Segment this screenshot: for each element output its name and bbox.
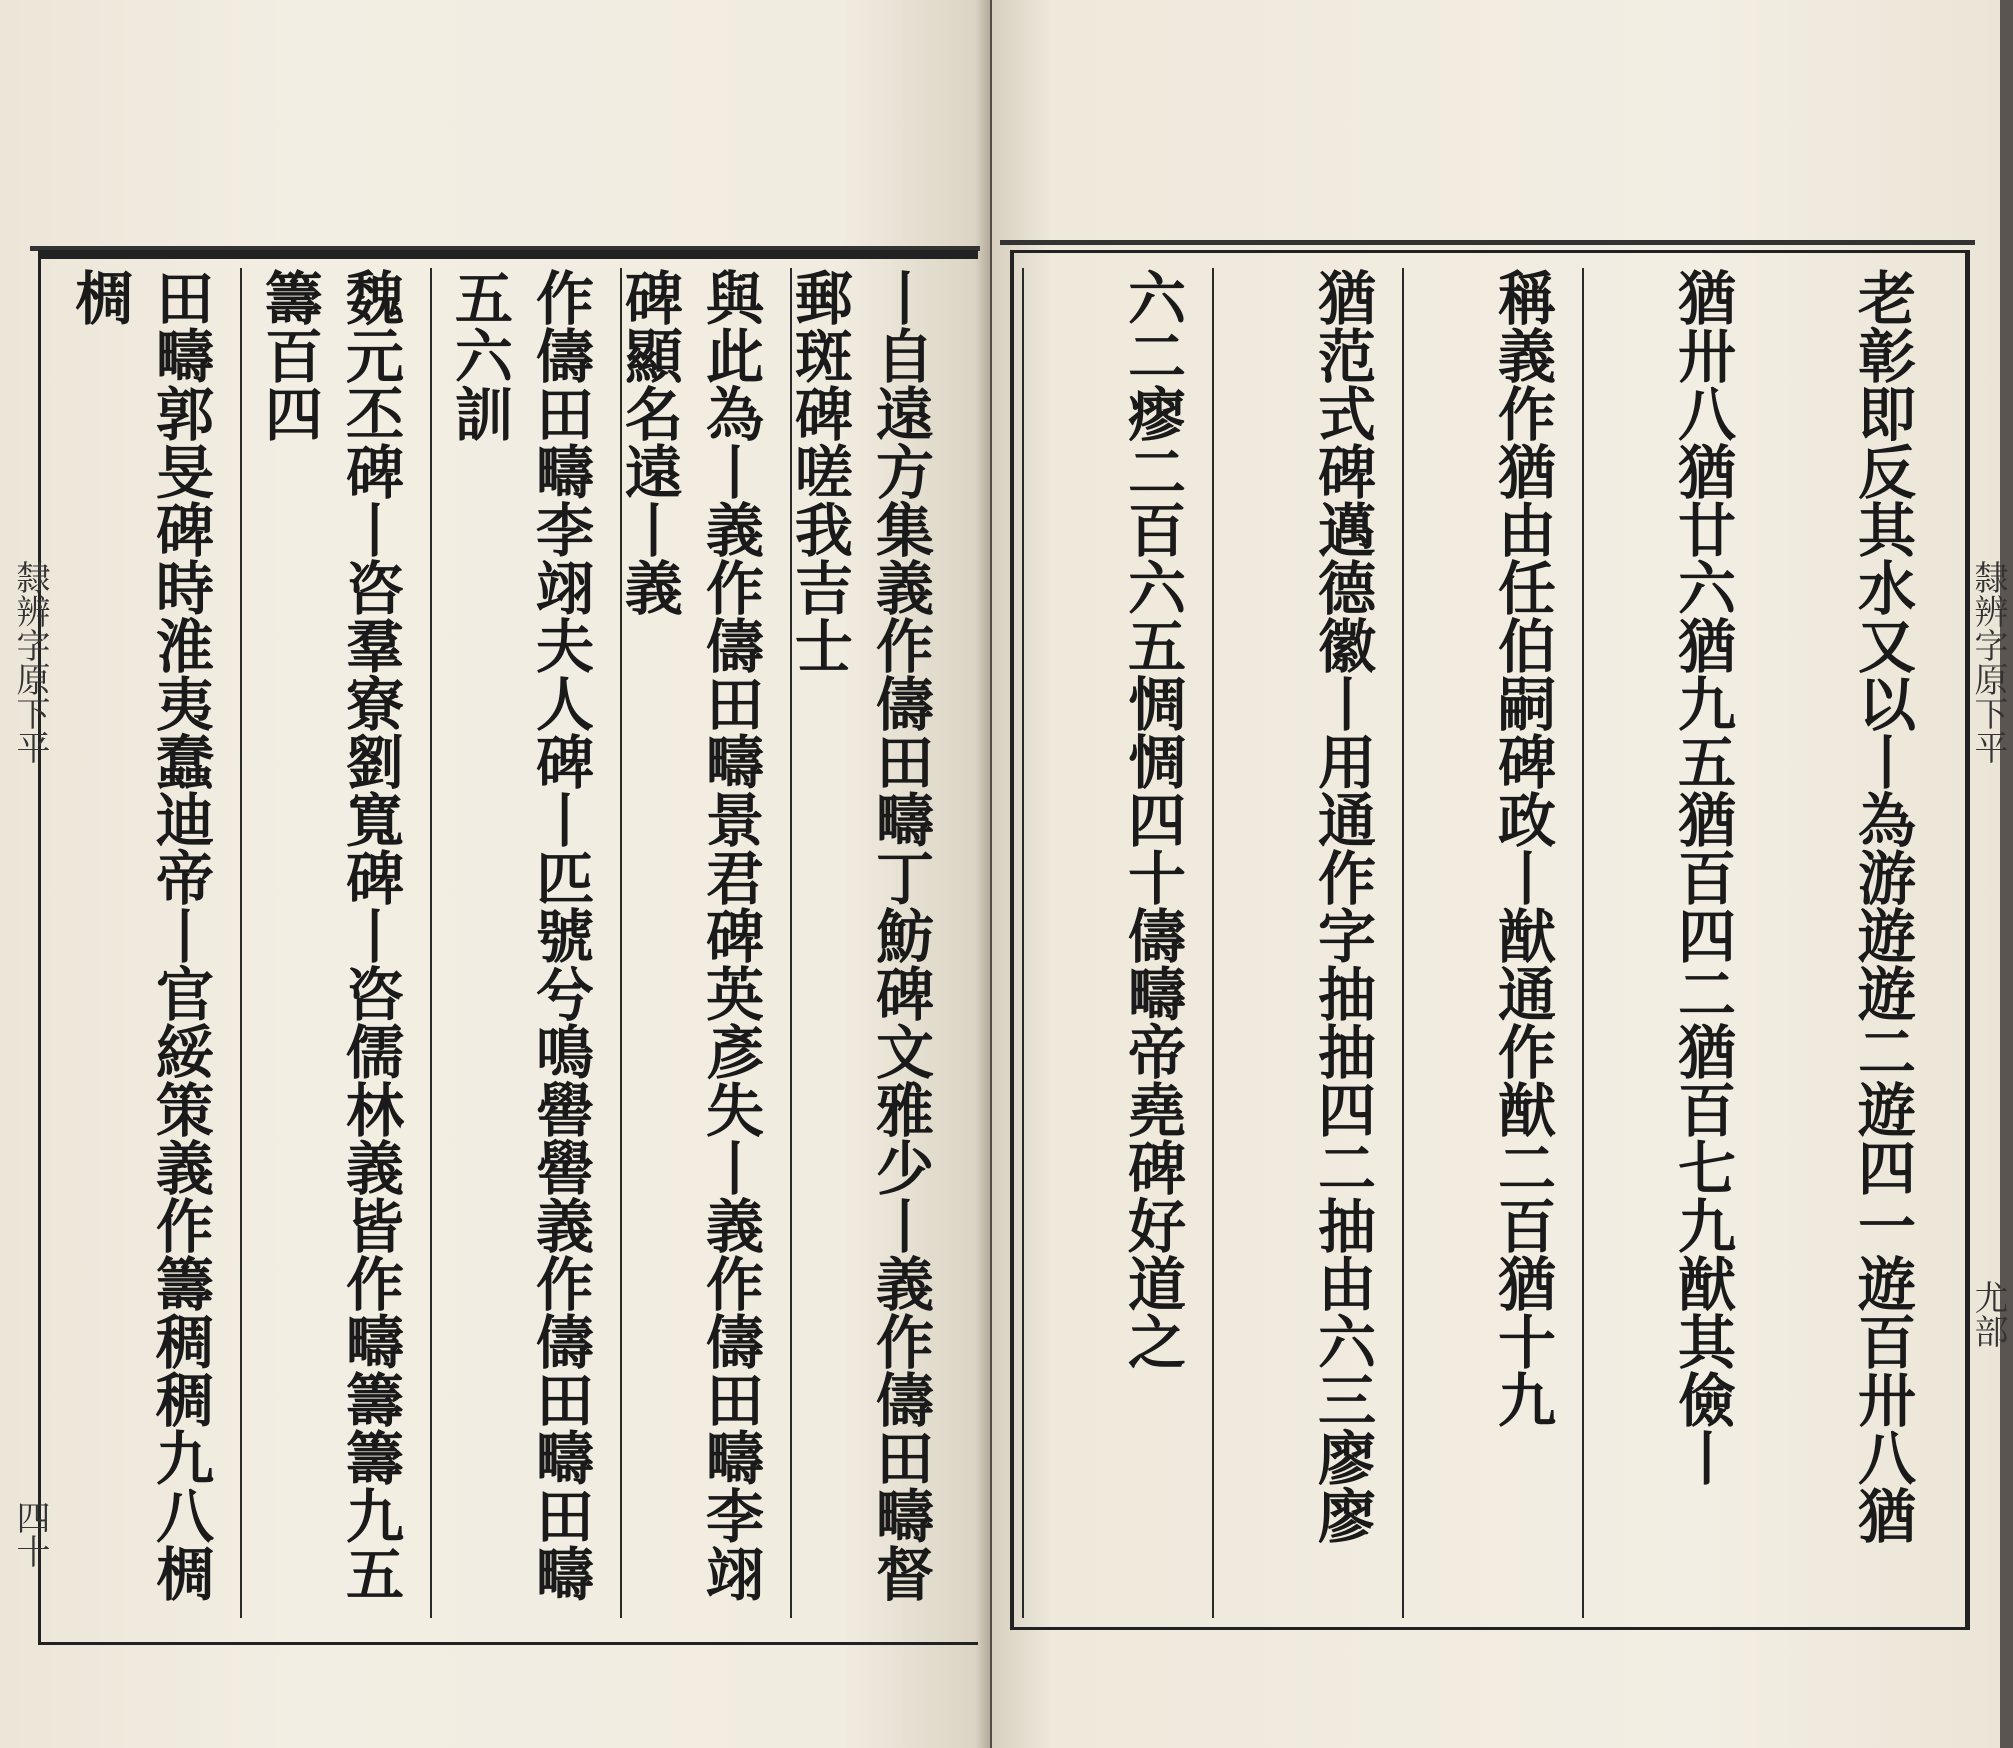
- text-column: [240, 268, 430, 1618]
- column-text: 六二瘳二百六五惆惆四十儔疇帝堯碑好道之: [1118, 268, 1186, 1370]
- text-column: [1212, 268, 1402, 1618]
- top-rule: [1000, 240, 1975, 245]
- column-text: 田疇郭旻碑時淮夷蠢迪帝丨官綏策義作籌稠稠九八椆椆: [64, 268, 214, 1602]
- margin-label: 尤部: [1968, 1280, 2008, 1348]
- right-page: [992, 0, 2008, 1748]
- text-column: [430, 268, 620, 1618]
- column-text: 猶卅八猶廿六猶九五猶百四二猶百七九猷其儉丨: [1668, 268, 1736, 1486]
- text-column: [614, 268, 790, 1618]
- margin-page: 四十: [10, 1500, 50, 1568]
- text-column: [1582, 268, 1762, 1618]
- text-column: [1762, 268, 1942, 1618]
- text-column: [1402, 268, 1582, 1618]
- text-column: [60, 268, 240, 1618]
- column-text: 魏元丕碑丨咨羣寮劉寬碑丨咨儒林義皆作疇籌籌九五籌百四: [254, 268, 404, 1602]
- text-column: [1022, 268, 1212, 1618]
- column-text: 與此為丨義作儔田疇景君碑英彥失丨義作儔田疇李翊碑顯名遠丨義: [614, 268, 764, 1602]
- left-page: [0, 0, 990, 1748]
- column-text: 猶范式碑邁德徽丨用通作字抽抽四二抽由六三廖廖: [1308, 268, 1376, 1544]
- margin-title: 隸辨字原下平: [10, 560, 50, 764]
- column-text: 老彰即反其水又以丨為游遊遊二遊四一遊百卅八猶: [1848, 268, 1916, 1544]
- margin-title: 隸辨字原下平: [1968, 560, 2008, 764]
- text-column: [784, 268, 960, 1618]
- column-text: 稱義作猶由任伯嗣碑政丨猷通作猷二百猶十九: [1488, 268, 1556, 1428]
- column-text: 丨自遠方集義作儔田疇丁魴碑文雅少丨義作儔田疇督郵斑碑嗟我吉士: [784, 268, 934, 1602]
- column-text: 作儔田疇李翊夫人碑丨匹號兮鳴嚳嚳義作儔田疇田疇五六訓: [444, 268, 594, 1602]
